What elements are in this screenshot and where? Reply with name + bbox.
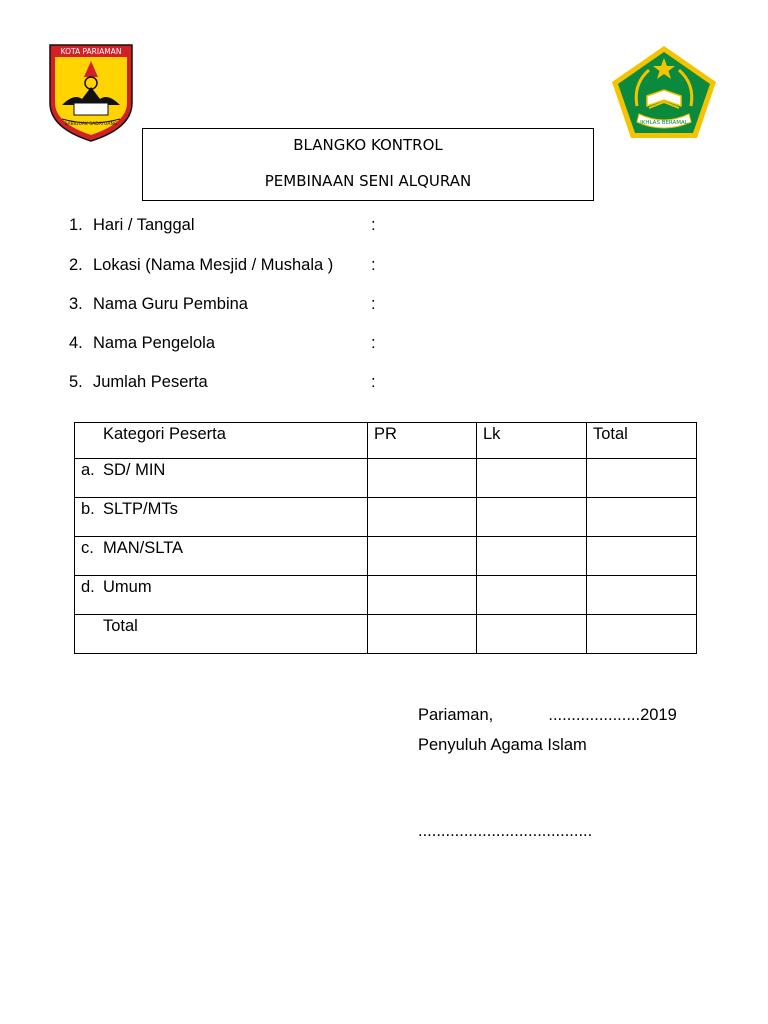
- signature-name-line: ......................................: [418, 822, 593, 840]
- field-number: 1.: [69, 216, 83, 234]
- field-number: 3.: [69, 295, 83, 313]
- table-row: [75, 576, 697, 615]
- category-cell: [75, 459, 368, 498]
- field-colon: :: [371, 295, 376, 313]
- category-label: Umum: [103, 578, 152, 596]
- category-letter: a.: [81, 461, 95, 479]
- table-cell: [587, 537, 697, 576]
- field-colon: :: [371, 373, 376, 391]
- table-cell: [477, 576, 587, 615]
- field-number: 2.: [69, 256, 83, 274]
- category-letter: d.: [81, 578, 95, 596]
- field-label: Nama Guru Pembina: [93, 295, 248, 313]
- kota-pariaman-emblem-icon: [48, 43, 134, 143]
- kementerian-agama-emblem-icon: [609, 44, 719, 140]
- header-cell: PR: [368, 423, 477, 459]
- header-cell: [75, 423, 368, 459]
- document-title: BLANGKO KONTROL: [293, 136, 443, 154]
- title-box: [142, 128, 594, 201]
- emblem-top-text: KOTA PARIAMAN: [60, 47, 122, 56]
- table-header-row: [75, 423, 697, 459]
- signature-role: Penyuluh Agama Islam: [418, 736, 587, 754]
- table-cell: [368, 615, 477, 654]
- table-cell: [587, 498, 697, 537]
- category-label: SLTP/MTs: [103, 500, 178, 518]
- header-cell: Total: [587, 423, 697, 459]
- field-colon: :: [371, 334, 376, 352]
- table-cell: [368, 498, 477, 537]
- field-label: Nama Pengelola: [93, 334, 215, 352]
- participant-table: [74, 422, 697, 654]
- field-label: Lokasi (Nama Mesjid / Mushala ): [93, 256, 334, 274]
- field-label: Hari / Tanggal: [93, 216, 195, 234]
- document-subtitle: PEMBINAAN SENI ALQURAN: [264, 172, 472, 190]
- table-total-row: [75, 615, 697, 654]
- category-label: MAN/SLTA: [103, 539, 184, 557]
- table-cell: [477, 537, 587, 576]
- table-cell: [587, 615, 697, 654]
- table-cell: [587, 459, 697, 498]
- table-cell: [368, 537, 477, 576]
- category-cell: [75, 537, 368, 576]
- table-row: [75, 459, 697, 498]
- table-row: [75, 498, 697, 537]
- field-colon: :: [371, 256, 376, 274]
- table-cell: [477, 459, 587, 498]
- signature-place: Pariaman,: [418, 706, 494, 724]
- field-number: 5.: [69, 373, 83, 391]
- category-label: SD/ MIN: [103, 461, 166, 479]
- field-label: Jumlah Peserta: [93, 373, 208, 391]
- field-colon: :: [371, 216, 376, 234]
- category-letter: c.: [81, 539, 94, 557]
- table-cell: [368, 576, 477, 615]
- emblem-bottom-text: SABIDUAK SADAYUANG: [64, 122, 118, 127]
- table-cell: [477, 498, 587, 537]
- category-cell: [75, 576, 368, 615]
- category-cell: [75, 615, 368, 654]
- table-cell: [368, 459, 477, 498]
- emblem-banner-text: IKHLAS BERAMAL: [640, 120, 688, 126]
- category-cell: [75, 498, 368, 537]
- field-number: 4.: [69, 334, 83, 352]
- signature-place-date: [418, 706, 677, 725]
- header-cell: Lk: [477, 423, 587, 459]
- category-label: Total: [103, 617, 138, 635]
- category-letter: b.: [81, 500, 95, 518]
- signature-date: ....................2019: [548, 706, 677, 724]
- table-cell: [587, 576, 697, 615]
- table-row: [75, 537, 697, 576]
- header-kategori: Kategori Peserta: [103, 425, 226, 443]
- table-cell: [477, 615, 587, 654]
